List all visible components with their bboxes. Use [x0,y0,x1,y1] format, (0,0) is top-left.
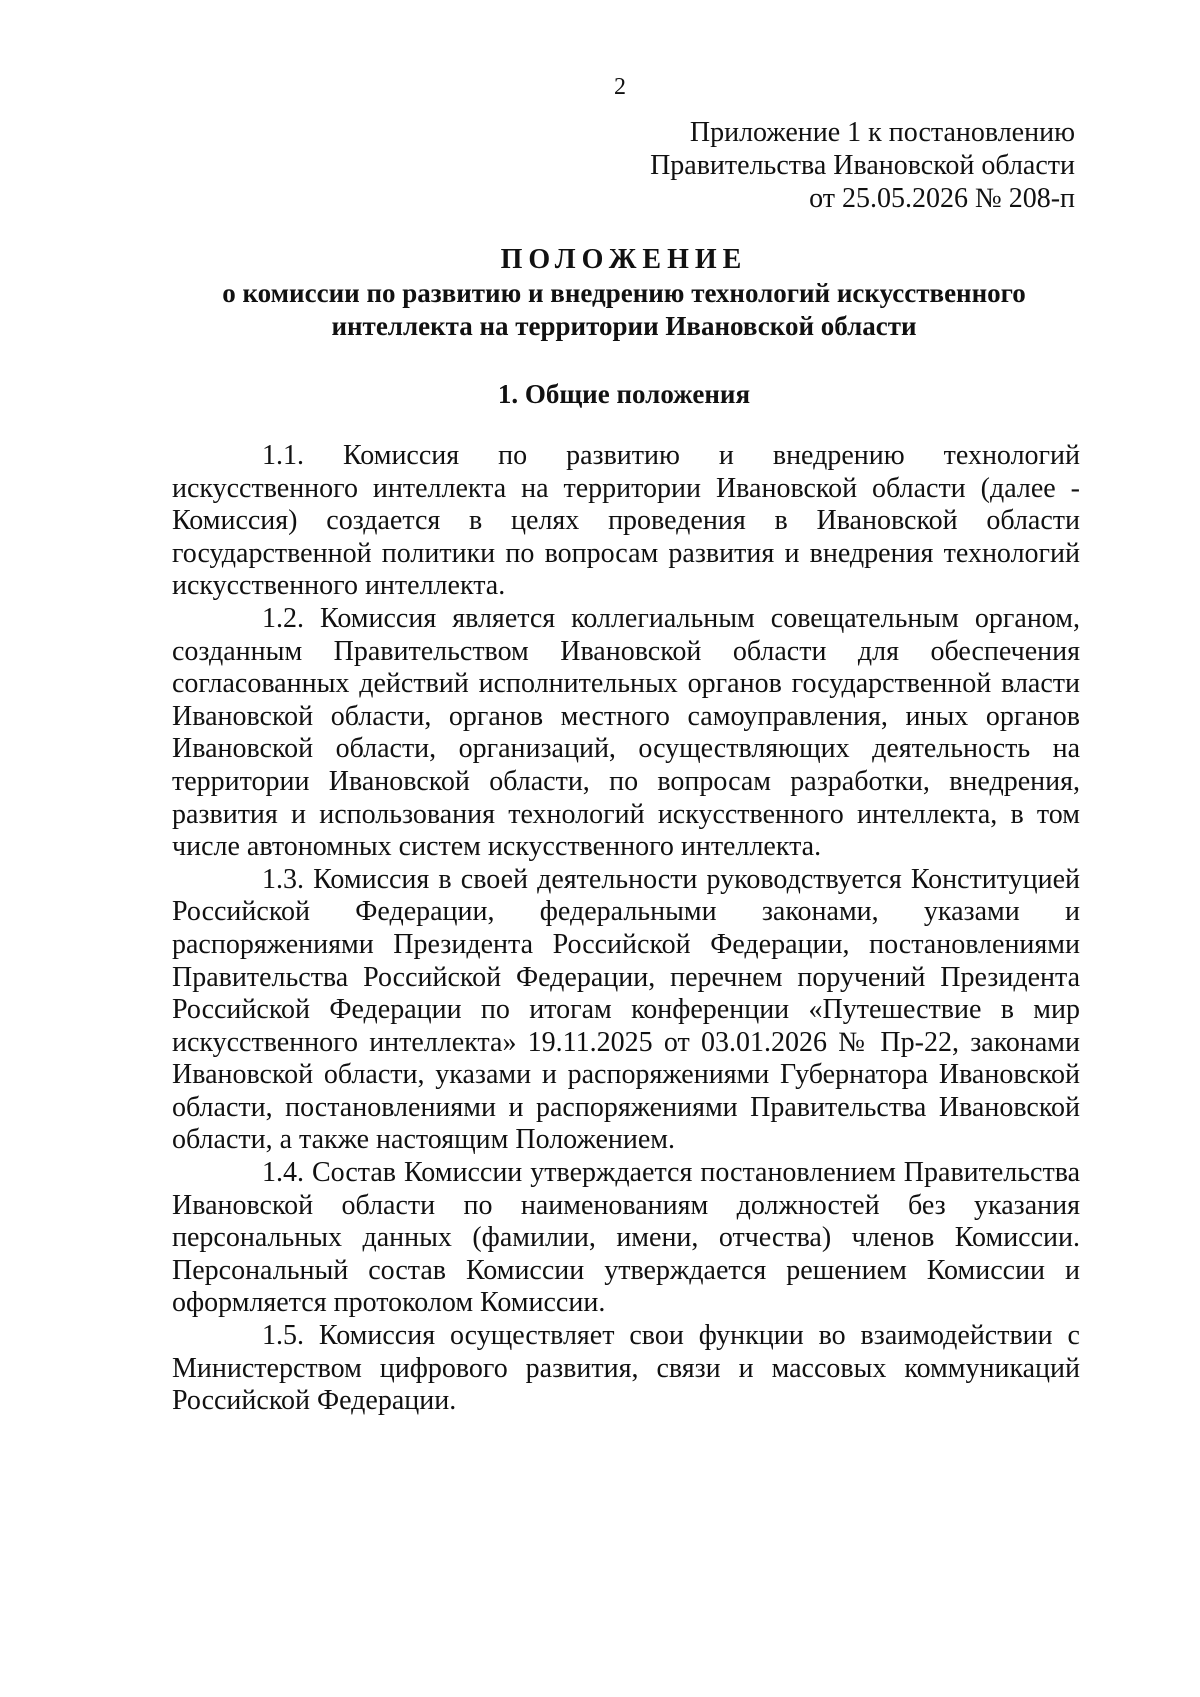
document-title-block [0,243,1200,343]
appendix-line-3: от 25.05.2026 № 208-п [809,183,1075,214]
document-subtitle-line-2: интеллекта на территории Ивановской области [331,311,917,341]
paragraph-1-1: 1.1. Комиссия по развитию и внедрению технологий искусственного интеллекта на территории Ивановской области (далее - Комиссия) создается в целях проведения в Ивановской области государственной политики по вопросам развития и внедрения технологий искусственного интеллекта. [172,440,1080,602]
paragraph-1-2: 1.2. Комиссия является коллегиальным совещательным органом, созданным Правительством Ивановской области для обеспечения согласованных действий исполнительных органов государственной власти Ивановской области, органов местного самоуправления, иных органов Ивановской области, организаций, осуществляющих деятельность на территории Ивановской области, по вопросам разработки, внедрения, развития и использования технологий искусственного интеллекта, в том числе автономных систем искусственного интеллекта. [172,602,1080,863]
paragraph-1-5: 1.5. Комиссия осуществляет свои функции во взаимодействии с Министерством цифрового развития, связи и массовых коммуникаций Российской Федерации. [172,1320,1080,1417]
page-number: 2 [614,74,626,100]
paragraph-1-4: 1.4. Состав Комиссии утверждается постановлением Правительства Ивановской области по наименованиям должностей без указания персональных данных (фамилии, имени, отчества) членов Комиссии. Персональный состав Комиссии утверждается решением Комиссии и оформляется протоколом Комиссии. [172,1157,1080,1319]
appendix-reference [650,116,1075,215]
appendix-line-1: Приложение 1 к постановлению [689,117,1075,148]
document-body [172,440,1080,1418]
appendix-line-2: Правительства Ивановской области [650,150,1075,181]
paragraph-1-3: 1.3. Комиссия в своей деятельности руководствуется Конституцией Российской Федерации, федеральными законами, указами и распоряжениями Президента Российской Федерации, постановлениями Правительства Российской Федерации, перечнем поручений Президента Российской Федерации по итогам конференции «Путешествие в мир искусственного интеллекта» 19.11.2025 от 03.01.2026 № Пр-22, законами Ивановской области, указами и распоряжениями Губернатора Ивановской области, постановлениями и распоряжениями Правительства Ивановской области, а также настоящим Положением. [172,863,1080,1156]
section-heading: 1. Общие положения [497,379,751,409]
document-subtitle-line-1: о комиссии по развитию и внедрению технологий искусственного [222,278,1026,308]
document-title: ПОЛОЖЕНИЕ [500,244,748,275]
